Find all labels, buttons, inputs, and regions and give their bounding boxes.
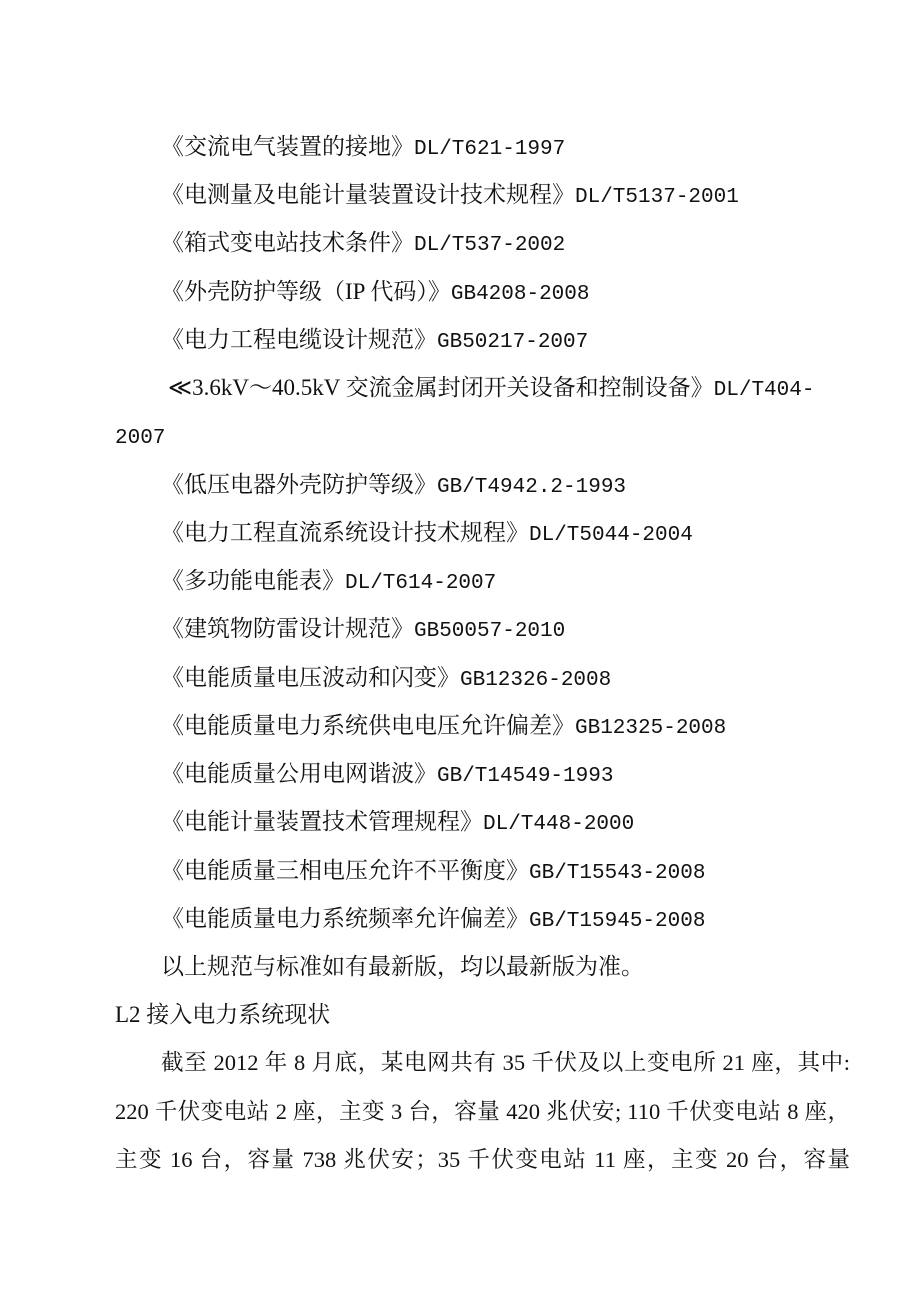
reference-code: DL/T614-2007 — [345, 572, 497, 596]
document-body — [115, 123, 850, 1184]
reference-item — [115, 895, 850, 943]
reference-title: 《多功能电能表》 — [161, 568, 345, 594]
reference-item — [115, 219, 850, 267]
reference-item — [115, 557, 850, 605]
paragraph-line: 主变 16 台，容量 738 兆伏安；35 千伏变电站 11 座，主变 20 台，容量 — [115, 1146, 850, 1172]
reference-title: 《电力工程电缆设计规范》 — [161, 326, 437, 352]
reference-title: 《交流电气装置的接地》 — [161, 134, 414, 159]
reference-title: 《电能质量公用电网谐波》 — [161, 761, 437, 787]
paragraph-line: 220 千伏变电站 2 座，主变 3 台，容量 420 兆伏安; 110 千伏变电站 8 座， — [115, 1098, 850, 1124]
reference-code: DL/T448-2000 — [483, 813, 635, 837]
reference-code: DL/T537-2002 — [414, 234, 566, 258]
reference-item — [115, 654, 850, 702]
reference-title: 《建筑物防雷设计规范》 — [161, 616, 414, 642]
reference-title: 《箱式变电站技术条件》 — [161, 230, 414, 256]
reference-title: 《电能计量装置技术管理规程》 — [161, 809, 483, 835]
reference-item — [115, 847, 850, 895]
reference-code: GB/T4942.2-1993 — [437, 475, 627, 499]
reference-title: ≪3.6kV～40.5kV 交流金属封闭开关设备和控制设备》 — [168, 375, 714, 401]
reference-item — [115, 750, 850, 798]
reference-title: 《电能质量三相电压允许不平衡度》 — [161, 857, 529, 883]
reference-item — [115, 171, 850, 219]
reference-title: 《电测量及电能计量装置设计技术规程》 — [161, 182, 575, 208]
standards-note: 以上规范与标准如有最新版，均以最新版为准。 — [161, 953, 644, 979]
reference-item — [115, 509, 850, 557]
reference-code-continuation — [115, 412, 850, 460]
reference-code: GB50057-2010 — [414, 620, 566, 644]
reference-item — [115, 798, 850, 846]
reference-code: DL/T5044-2004 — [529, 523, 693, 547]
reference-code: DL/T404- — [713, 379, 815, 403]
reference-code: DL/T5137-2001 — [575, 186, 739, 210]
reference-code: GB4208-2008 — [450, 282, 590, 306]
reference-item — [115, 461, 850, 509]
reference-item — [115, 123, 850, 171]
reference-title: 《电力工程直流系统设计技术规程》 — [161, 519, 529, 545]
reference-item — [115, 316, 850, 364]
reference-code: GB12325-2008 — [575, 716, 727, 740]
reference-code: 2007 — [115, 427, 166, 451]
reference-code: GB/T15543-2008 — [529, 861, 706, 885]
reference-code: DL/T621-1997 — [414, 138, 566, 161]
reference-title: 《电能质量电力系统供电电压允许偏差》 — [161, 712, 575, 738]
reference-item — [115, 268, 850, 316]
reference-item — [115, 364, 850, 412]
reference-code: GB12326-2008 — [460, 668, 612, 692]
section-heading: L2 接入电力系统现状 — [115, 1002, 331, 1028]
reference-code: GB50217-2007 — [437, 330, 589, 354]
paragraph-line: 截至 2012 年 8 月底，某电网共有 35 千伏及以上变电所 21 座，其中: — [161, 1050, 850, 1076]
reference-title: 《电能质量电力系统频率允许偏差》 — [161, 905, 529, 931]
reference-item — [115, 605, 850, 653]
reference-title: 《外壳防护等级（IP 代码）》 — [161, 278, 451, 304]
reference-code: GB/T15945-2008 — [529, 909, 706, 933]
reference-code: GB/T14549-1993 — [437, 765, 614, 789]
reference-item — [115, 702, 850, 750]
reference-title: 《低压电器外壳防护等级》 — [161, 471, 437, 497]
reference-title: 《电能质量电压波动和闪变》 — [161, 664, 460, 690]
